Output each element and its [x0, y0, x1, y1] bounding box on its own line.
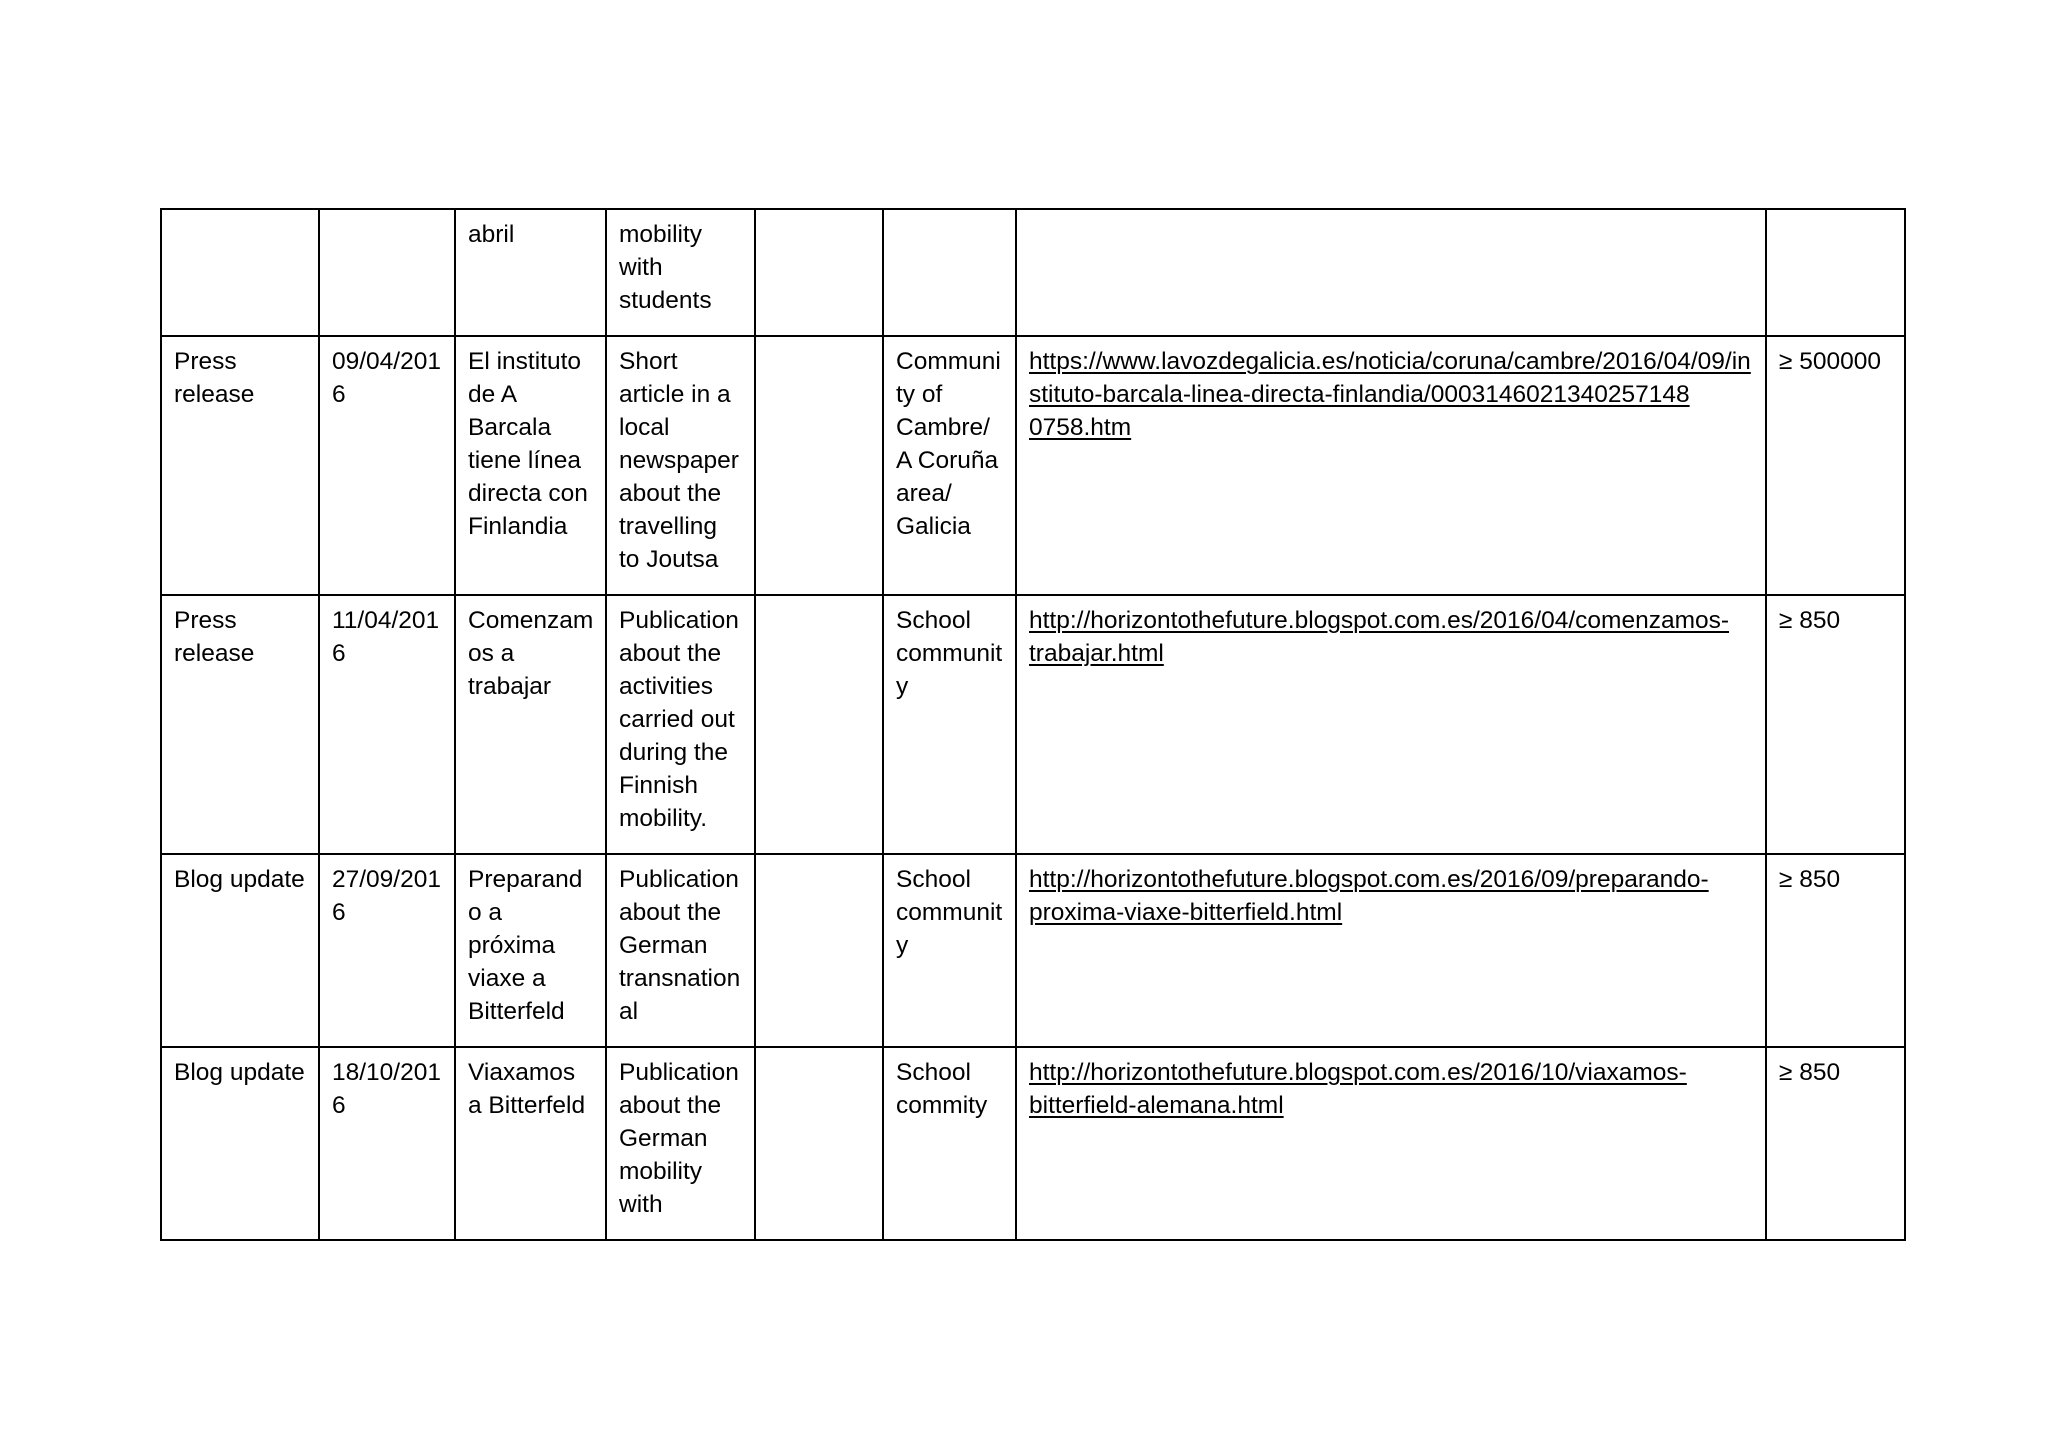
link-cell: [1016, 336, 1766, 595]
empty-cell: [755, 854, 883, 1047]
link-cell: [1016, 209, 1766, 336]
activity-type-cell: Press release: [161, 595, 319, 854]
date-cell: 11/04/2016: [319, 595, 455, 854]
date-cell: 27/09/2016: [319, 854, 455, 1047]
table-row: [161, 854, 1905, 1047]
date-cell: 09/04/2016: [319, 336, 455, 595]
link-cell: [1016, 595, 1766, 854]
empty-cell: [755, 1047, 883, 1240]
reach-cell: ≥ 850: [1766, 1047, 1905, 1240]
title-cell: Viaxamos a Bitterfeld: [455, 1047, 606, 1240]
activity-type-cell: Blog update: [161, 854, 319, 1047]
reach-cell: [1766, 209, 1905, 336]
title-cell: Comenzamos a trabajar: [455, 595, 606, 854]
table-row: [161, 336, 1905, 595]
audience-cell: School community: [883, 854, 1016, 1047]
audience-cell: Community of Cambre/ A Coruña area/ Galicia: [883, 336, 1016, 595]
empty-cell: [755, 336, 883, 595]
description-cell: Short article in a local newspaper about the travelling to Joutsa: [606, 336, 755, 595]
dissemination-table: [160, 208, 1906, 1241]
link-cell: [1016, 854, 1766, 1047]
publication-link[interactable]: https://www.lavozdegalicia.es/noticia/coruna/cambre/2016/04/09/instituto-barcala-linea-directa-finlandia/0003146021340257148 0758.htm: [1029, 348, 1751, 441]
description-cell: Publication about the activities carried out during the Finnish mobility.: [606, 595, 755, 854]
link-cell: [1016, 1047, 1766, 1240]
publication-link[interactable]: http://horizontothefuture.blogspot.com.es/2016/04/comenzamos-trabajar.html: [1029, 607, 1730, 667]
audience-cell: School commity: [883, 1047, 1016, 1240]
table-row: [161, 595, 1905, 854]
empty-cell: [755, 595, 883, 854]
reach-cell: ≥ 850: [1766, 595, 1905, 854]
date-cell: 18/10/2016: [319, 1047, 455, 1240]
description-cell: Publication about the German mobility with: [606, 1047, 755, 1240]
title-cell: Preparando a próxima viaxe a Bitterfeld: [455, 854, 606, 1047]
activity-type-cell: Press release: [161, 336, 319, 595]
table-row: [161, 209, 1905, 336]
reach-cell: ≥ 850: [1766, 854, 1905, 1047]
activity-type-cell: [161, 209, 319, 336]
publication-link[interactable]: http://horizontothefuture.blogspot.com.es/2016/10/viaxamos-bitterfield-alemana.html: [1029, 1059, 1687, 1119]
reach-cell: ≥ 500000: [1766, 336, 1905, 595]
table-row: [161, 1047, 1905, 1240]
description-cell: mobility with students: [606, 209, 755, 336]
audience-cell: School community: [883, 595, 1016, 854]
publication-link[interactable]: http://horizontothefuture.blogspot.com.es/2016/09/preparando-proxima-viaxe-bitterfield.html: [1029, 866, 1709, 926]
activity-type-cell: Blog update: [161, 1047, 319, 1240]
date-cell: [319, 209, 455, 336]
description-cell: Publication about the German transnational: [606, 854, 755, 1047]
audience-cell: [883, 209, 1016, 336]
title-cell: El instituto de A Barcala tiene línea directa con Finlandia: [455, 336, 606, 595]
title-cell: abril: [455, 209, 606, 336]
empty-cell: [755, 209, 883, 336]
